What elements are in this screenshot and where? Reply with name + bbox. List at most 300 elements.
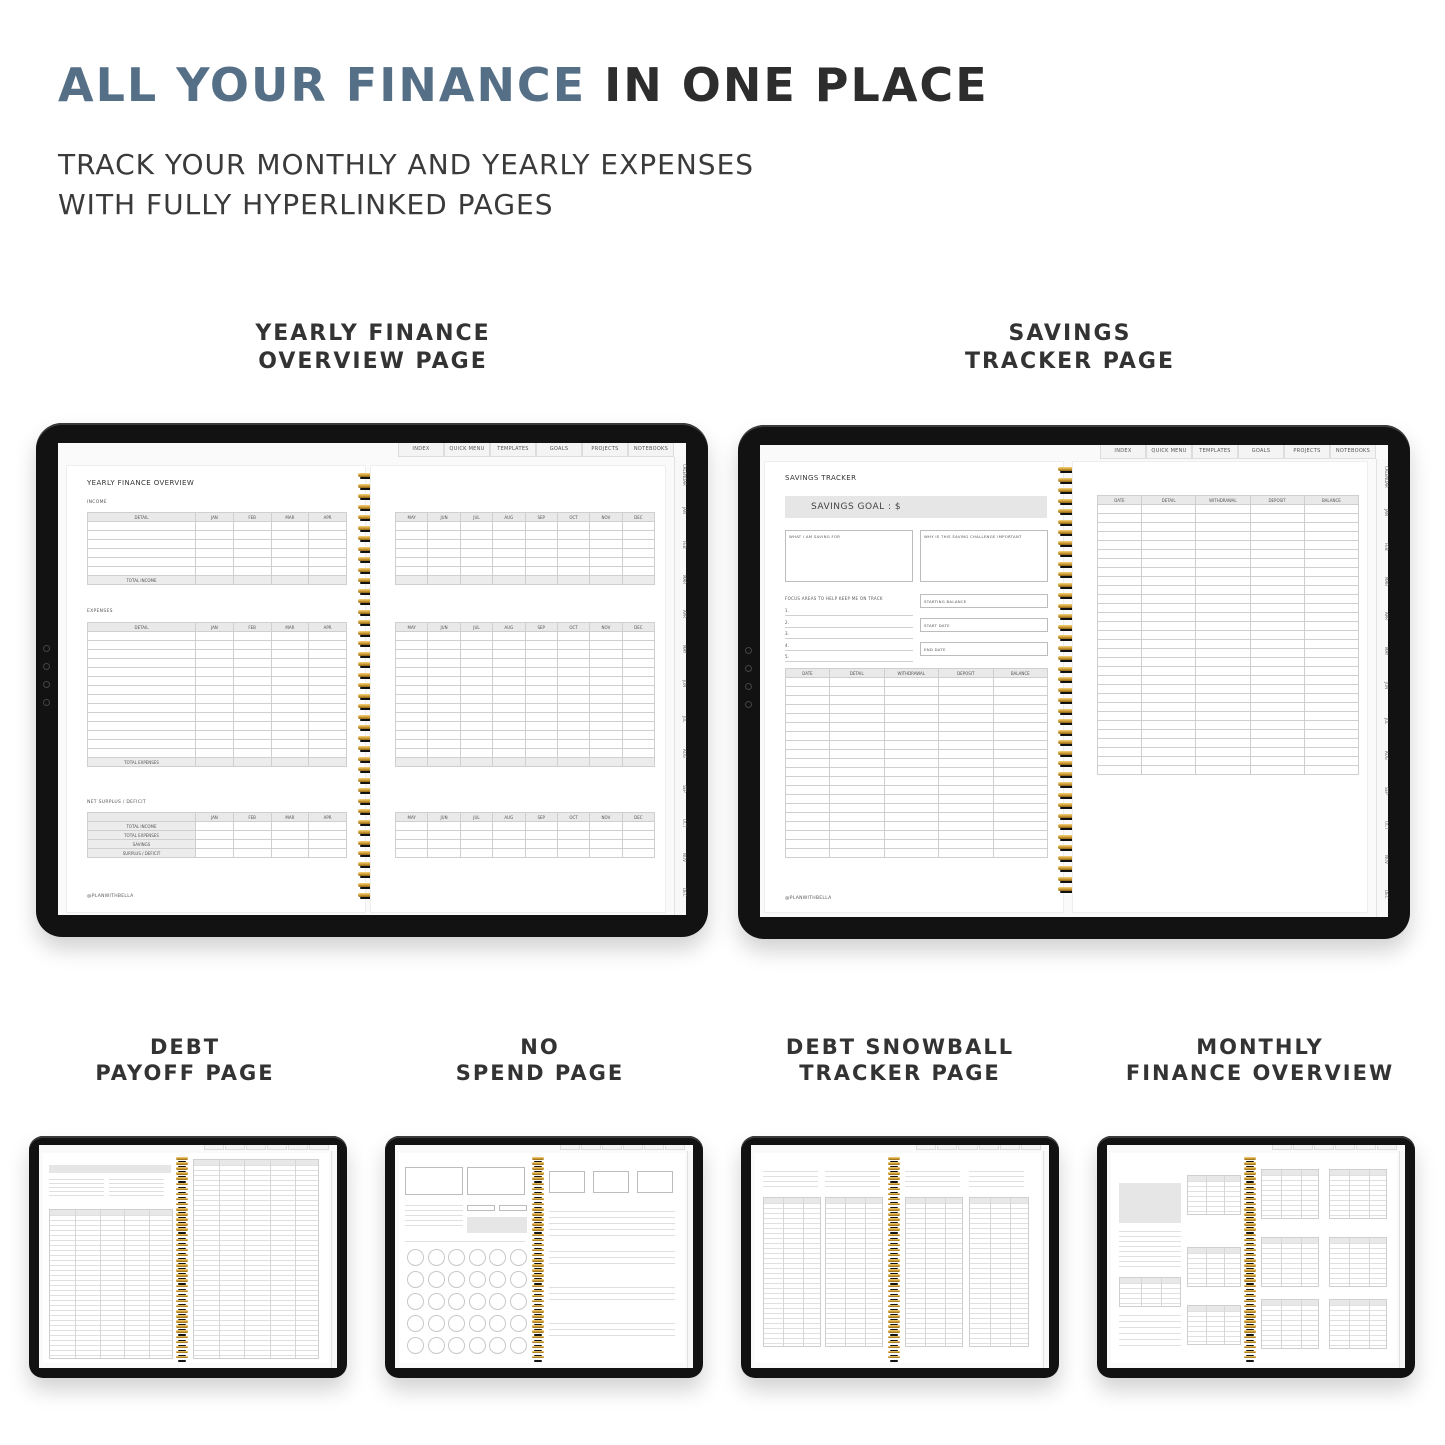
table-cell[interactable]	[309, 822, 347, 831]
table-cell[interactable]	[525, 722, 557, 731]
table-cell[interactable]	[88, 740, 196, 749]
table-cell[interactable]	[271, 522, 309, 531]
table-cell[interactable]	[271, 531, 309, 540]
table-cell[interactable]	[396, 659, 428, 668]
challenge-day-circle[interactable]	[448, 1271, 465, 1288]
side-tab[interactable]: JUN	[1384, 682, 1389, 690]
table-cell[interactable]	[1142, 595, 1196, 604]
table-cell[interactable]	[309, 576, 347, 585]
table-cell[interactable]	[622, 522, 654, 531]
table-cell[interactable]	[1098, 685, 1142, 694]
table-cell[interactable]	[525, 641, 557, 650]
table-cell[interactable]	[939, 822, 994, 831]
table-cell[interactable]	[428, 567, 460, 576]
table-cell[interactable]	[309, 731, 347, 740]
table-cell[interactable]	[557, 531, 589, 540]
table-cell[interactable]	[1250, 595, 1304, 604]
table-cell[interactable]	[1142, 640, 1196, 649]
table-cell[interactable]	[493, 576, 525, 585]
table-cell[interactable]	[939, 687, 994, 696]
table-cell[interactable]	[1304, 559, 1358, 568]
table-cell[interactable]	[88, 549, 196, 558]
table-cell[interactable]	[309, 704, 347, 713]
side-tab[interactable]: SEP	[682, 784, 687, 793]
table-cell[interactable]	[428, 668, 460, 677]
mini-nav-tab[interactable]	[581, 1145, 601, 1150]
table-cell[interactable]	[786, 849, 830, 858]
table-cell[interactable]	[1098, 658, 1142, 667]
table-cell[interactable]	[1304, 595, 1358, 604]
table-cell[interactable]	[939, 786, 994, 795]
table-cell[interactable]	[88, 659, 196, 668]
table-cell[interactable]	[233, 713, 271, 722]
challenge-day-circle[interactable]	[428, 1271, 445, 1288]
table-cell[interactable]	[525, 713, 557, 722]
table-cell[interactable]	[939, 732, 994, 741]
table-cell[interactable]	[1098, 622, 1142, 631]
table-cell[interactable]	[1304, 748, 1358, 757]
table-cell[interactable]	[396, 849, 428, 858]
table-cell[interactable]	[396, 531, 428, 540]
table-cell[interactable]	[309, 740, 347, 749]
table-cell[interactable]	[396, 677, 428, 686]
table-cell[interactable]	[396, 713, 428, 722]
table-cell[interactable]	[622, 650, 654, 659]
table-cell[interactable]	[557, 677, 589, 686]
table-cell[interactable]	[1142, 550, 1196, 559]
table-cell[interactable]	[493, 831, 525, 840]
challenge-day-circle[interactable]	[469, 1293, 486, 1310]
table-cell[interactable]	[622, 713, 654, 722]
table-cell[interactable]	[557, 576, 589, 585]
table-cell[interactable]	[1098, 703, 1142, 712]
table-cell[interactable]	[1142, 667, 1196, 676]
table-cell[interactable]	[1250, 613, 1304, 622]
table-cell[interactable]	[1142, 631, 1196, 640]
table-cell[interactable]	[493, 840, 525, 849]
side-tab[interactable]: MAR	[682, 575, 687, 585]
table-cell[interactable]	[1250, 721, 1304, 730]
table-cell[interactable]	[271, 840, 309, 849]
table-cell[interactable]	[1098, 748, 1142, 757]
table-cell[interactable]	[1304, 658, 1358, 667]
table-cell[interactable]	[233, 695, 271, 704]
table-cell[interactable]	[88, 668, 196, 677]
table-cell[interactable]	[493, 686, 525, 695]
table-cell[interactable]	[786, 840, 830, 849]
table-cell[interactable]	[460, 758, 492, 767]
table-cell[interactable]	[830, 768, 885, 777]
table-cell[interactable]	[1304, 712, 1358, 721]
mini-nav-tab[interactable]	[560, 1145, 580, 1150]
mini-nav-tab[interactable]	[1293, 1145, 1313, 1150]
table-cell[interactable]	[786, 786, 830, 795]
table-cell[interactable]	[428, 641, 460, 650]
table-cell[interactable]	[493, 749, 525, 758]
table-cell[interactable]	[1196, 748, 1250, 757]
table-cell[interactable]	[1196, 676, 1250, 685]
table-cell[interactable]	[396, 731, 428, 740]
table-cell[interactable]	[590, 822, 622, 831]
table-cell[interactable]	[428, 576, 460, 585]
table-cell[interactable]	[428, 650, 460, 659]
table-cell[interactable]	[88, 632, 196, 641]
table-cell[interactable]	[590, 740, 622, 749]
table-cell[interactable]	[622, 677, 654, 686]
table-cell[interactable]	[830, 777, 885, 786]
table-cell[interactable]	[939, 759, 994, 768]
challenge-day-circle[interactable]	[407, 1293, 424, 1310]
table-cell[interactable]	[1142, 577, 1196, 586]
table-cell[interactable]	[525, 632, 557, 641]
side-tab[interactable]: MAY	[682, 645, 687, 654]
table-cell[interactable]	[233, 531, 271, 540]
side-tab[interactable]: DEC	[682, 888, 687, 897]
table-cell[interactable]	[884, 795, 939, 804]
table-cell[interactable]	[460, 740, 492, 749]
table-cell[interactable]	[1250, 649, 1304, 658]
table-cell[interactable]	[493, 849, 525, 858]
table-cell[interactable]	[196, 704, 234, 713]
table-cell[interactable]	[1098, 739, 1142, 748]
table-cell[interactable]	[557, 695, 589, 704]
table-cell[interactable]	[590, 540, 622, 549]
table-cell[interactable]	[88, 722, 196, 731]
table-cell[interactable]	[622, 840, 654, 849]
table-cell[interactable]	[884, 741, 939, 750]
table-cell[interactable]	[525, 549, 557, 558]
table-cell[interactable]	[557, 822, 589, 831]
table-cell[interactable]	[830, 750, 885, 759]
table-cell[interactable]	[428, 849, 460, 858]
table-cell[interactable]	[557, 668, 589, 677]
side-tab[interactable]: CALENDAR	[1384, 466, 1389, 489]
mini-nav-tab[interactable]	[1377, 1145, 1397, 1150]
table-cell[interactable]	[396, 758, 428, 767]
mini-nav-tab[interactable]	[1272, 1145, 1292, 1150]
table-cell[interactable]	[460, 831, 492, 840]
table-cell[interactable]	[1098, 604, 1142, 613]
table-cell[interactable]	[939, 705, 994, 714]
table-cell[interactable]	[1142, 541, 1196, 550]
side-tab[interactable]: OCT	[1384, 820, 1389, 830]
table-cell[interactable]	[590, 641, 622, 650]
table-cell[interactable]	[493, 668, 525, 677]
table-cell[interactable]	[88, 749, 196, 758]
table-cell[interactable]	[1250, 730, 1304, 739]
table-cell[interactable]	[428, 840, 460, 849]
side-tab[interactable]: AUG	[1384, 751, 1389, 760]
side-tab[interactable]: APR	[1384, 612, 1389, 621]
table-cell[interactable]	[1196, 541, 1250, 550]
table-cell[interactable]	[309, 659, 347, 668]
table-cell[interactable]	[233, 686, 271, 695]
nav-tab[interactable]: INDEX	[1100, 445, 1146, 459]
table-cell[interactable]	[196, 540, 234, 549]
table-cell[interactable]	[786, 687, 830, 696]
table-cell[interactable]	[590, 567, 622, 576]
table-cell[interactable]	[1196, 532, 1250, 541]
mini-nav-tab[interactable]	[1021, 1145, 1041, 1150]
table-cell[interactable]	[993, 777, 1048, 786]
table-cell[interactable]	[939, 813, 994, 822]
table-cell[interactable]	[1196, 586, 1250, 595]
table-cell[interactable]	[493, 740, 525, 749]
table-cell[interactable]	[884, 696, 939, 705]
challenge-day-circle[interactable]	[489, 1337, 506, 1354]
table-cell[interactable]	[939, 768, 994, 777]
table-cell[interactable]	[993, 723, 1048, 732]
table-cell[interactable]	[557, 731, 589, 740]
table-cell[interactable]	[1142, 505, 1196, 514]
table-cell[interactable]	[233, 731, 271, 740]
table-cell[interactable]	[460, 531, 492, 540]
mini-nav-tab[interactable]	[958, 1145, 978, 1150]
table-cell[interactable]	[525, 522, 557, 531]
table-cell[interactable]	[993, 732, 1048, 741]
table-cell[interactable]	[525, 659, 557, 668]
table-cell[interactable]	[1098, 712, 1142, 721]
table-cell[interactable]	[884, 849, 939, 858]
table-cell[interactable]	[233, 522, 271, 531]
table-cell[interactable]	[557, 549, 589, 558]
table-cell[interactable]	[88, 677, 196, 686]
table-cell[interactable]	[884, 813, 939, 822]
table-cell[interactable]	[939, 795, 994, 804]
table-cell[interactable]	[271, 549, 309, 558]
table-cell[interactable]	[590, 695, 622, 704]
mini-nav-tab[interactable]	[288, 1145, 308, 1150]
table-cell[interactable]	[88, 695, 196, 704]
table-cell[interactable]	[622, 549, 654, 558]
table-cell[interactable]	[460, 549, 492, 558]
table-cell[interactable]	[271, 576, 309, 585]
table-cell[interactable]	[1098, 721, 1142, 730]
mini-nav-tab[interactable]	[665, 1145, 685, 1150]
table-cell[interactable]	[1142, 739, 1196, 748]
table-cell[interactable]	[233, 668, 271, 677]
table-cell[interactable]	[1304, 514, 1358, 523]
table-cell[interactable]	[460, 632, 492, 641]
table-cell[interactable]	[1250, 685, 1304, 694]
table-cell[interactable]	[884, 786, 939, 795]
table-cell[interactable]	[1304, 631, 1358, 640]
table-cell[interactable]	[622, 558, 654, 567]
mini-nav-tab[interactable]	[1314, 1145, 1334, 1150]
challenge-day-circle[interactable]	[448, 1293, 465, 1310]
table-cell[interactable]	[460, 659, 492, 668]
table-cell[interactable]	[1196, 694, 1250, 703]
table-cell[interactable]	[396, 540, 428, 549]
nav-tab[interactable]: TEMPLATES	[1192, 445, 1238, 459]
table-cell[interactable]	[1098, 595, 1142, 604]
table-cell[interactable]	[557, 713, 589, 722]
nav-tab[interactable]: QUICK MENU	[1146, 445, 1192, 459]
table-cell[interactable]	[1304, 730, 1358, 739]
table-cell[interactable]	[786, 723, 830, 732]
table-cell[interactable]	[939, 777, 994, 786]
table-cell[interactable]	[1142, 586, 1196, 595]
table-cell[interactable]	[1098, 541, 1142, 550]
table-cell[interactable]	[786, 714, 830, 723]
table-cell[interactable]	[196, 632, 234, 641]
table-cell[interactable]	[1250, 523, 1304, 532]
table-cell[interactable]	[1196, 739, 1250, 748]
table-cell[interactable]	[493, 722, 525, 731]
table-cell[interactable]	[460, 704, 492, 713]
table-cell[interactable]	[1196, 640, 1250, 649]
table-cell[interactable]	[1196, 631, 1250, 640]
table-cell[interactable]	[88, 641, 196, 650]
table-cell[interactable]	[557, 650, 589, 659]
table-cell[interactable]	[271, 650, 309, 659]
table-cell[interactable]	[884, 822, 939, 831]
table-cell[interactable]	[233, 540, 271, 549]
table-cell[interactable]	[1304, 532, 1358, 541]
table-cell[interactable]: TOTAL EXPENSES	[88, 758, 196, 767]
table-cell[interactable]	[309, 567, 347, 576]
table-cell[interactable]	[993, 813, 1048, 822]
table-cell[interactable]	[1196, 505, 1250, 514]
table-cell[interactable]	[590, 722, 622, 731]
table-cell[interactable]	[1142, 532, 1196, 541]
table-cell[interactable]	[1250, 757, 1304, 766]
end-date-box[interactable]	[920, 642, 1048, 656]
table-cell[interactable]	[525, 576, 557, 585]
table-cell[interactable]: SURPLUS / DEFICIT	[88, 849, 196, 858]
table-cell[interactable]: TOTAL INCOME	[88, 576, 196, 585]
table-cell[interactable]	[233, 749, 271, 758]
mini-nav-tab[interactable]	[937, 1145, 957, 1150]
challenge-day-circle[interactable]	[510, 1293, 527, 1310]
table-cell[interactable]	[939, 840, 994, 849]
table-cell[interactable]	[460, 749, 492, 758]
table-cell[interactable]	[493, 695, 525, 704]
table-cell[interactable]	[233, 831, 271, 840]
table-cell[interactable]	[396, 831, 428, 840]
table-cell[interactable]	[525, 531, 557, 540]
table-cell[interactable]	[590, 668, 622, 677]
table-cell[interactable]	[830, 849, 885, 858]
table-cell[interactable]	[557, 849, 589, 858]
table-cell[interactable]	[196, 531, 234, 540]
table-cell[interactable]	[622, 540, 654, 549]
table-cell[interactable]	[1098, 586, 1142, 595]
table-cell[interactable]	[1098, 649, 1142, 658]
table-cell[interactable]	[1098, 640, 1142, 649]
side-tab[interactable]: NOV	[1384, 855, 1389, 865]
table-cell[interactable]	[884, 723, 939, 732]
table-cell[interactable]	[271, 695, 309, 704]
mini-nav-tab[interactable]	[225, 1145, 245, 1150]
table-cell[interactable]	[622, 686, 654, 695]
table-cell[interactable]	[622, 749, 654, 758]
table-cell[interactable]	[1304, 613, 1358, 622]
table-cell[interactable]	[233, 849, 271, 858]
table-cell[interactable]	[1098, 550, 1142, 559]
table-cell[interactable]	[884, 687, 939, 696]
table-cell[interactable]	[786, 741, 830, 750]
table-cell[interactable]	[1196, 595, 1250, 604]
table-cell[interactable]	[590, 731, 622, 740]
table-cell[interactable]	[939, 849, 994, 858]
table-cell[interactable]	[590, 558, 622, 567]
table-cell[interactable]	[557, 722, 589, 731]
table-cell[interactable]	[428, 632, 460, 641]
mini-nav-tab[interactable]	[1356, 1145, 1376, 1150]
table-cell[interactable]	[830, 813, 885, 822]
nav-tab[interactable]: GOALS	[536, 443, 582, 457]
table-cell[interactable]	[622, 659, 654, 668]
table-cell[interactable]	[428, 677, 460, 686]
table-cell[interactable]	[196, 567, 234, 576]
table-cell[interactable]	[993, 687, 1048, 696]
table-cell[interactable]	[271, 731, 309, 740]
table-cell[interactable]	[309, 831, 347, 840]
table-cell[interactable]	[493, 540, 525, 549]
table-cell[interactable]	[309, 540, 347, 549]
table-cell[interactable]	[525, 567, 557, 576]
table-cell[interactable]	[1250, 694, 1304, 703]
table-cell[interactable]	[525, 704, 557, 713]
table-cell[interactable]	[884, 732, 939, 741]
table-cell[interactable]	[525, 822, 557, 831]
table-cell[interactable]	[1142, 748, 1196, 757]
challenge-day-circle[interactable]	[489, 1293, 506, 1310]
table-cell[interactable]	[428, 831, 460, 840]
table-cell[interactable]	[993, 768, 1048, 777]
table-cell[interactable]	[525, 749, 557, 758]
table-cell[interactable]	[1250, 586, 1304, 595]
table-cell[interactable]	[1098, 667, 1142, 676]
table-cell[interactable]	[88, 686, 196, 695]
table-cell[interactable]	[271, 558, 309, 567]
side-tab[interactable]: NOV	[682, 853, 687, 863]
side-tab[interactable]: AUG	[682, 749, 687, 758]
side-tab[interactable]: MAR	[1384, 577, 1389, 587]
table-cell[interactable]	[590, 659, 622, 668]
table-cell[interactable]	[993, 741, 1048, 750]
nav-tab[interactable]: PROJECTS	[582, 443, 628, 457]
table-cell[interactable]	[830, 714, 885, 723]
table-cell[interactable]	[1142, 568, 1196, 577]
table-cell[interactable]	[939, 750, 994, 759]
table-cell[interactable]	[428, 731, 460, 740]
table-cell[interactable]	[1142, 712, 1196, 721]
table-cell[interactable]	[460, 650, 492, 659]
side-tab[interactable]: MAY	[1384, 647, 1389, 656]
table-cell[interactable]	[460, 822, 492, 831]
table-cell[interactable]	[786, 750, 830, 759]
table-cell[interactable]	[993, 795, 1048, 804]
table-cell[interactable]	[1250, 568, 1304, 577]
table-cell[interactable]	[309, 558, 347, 567]
challenge-day-circle[interactable]	[469, 1315, 486, 1332]
table-cell[interactable]	[557, 641, 589, 650]
table-cell[interactable]	[1142, 559, 1196, 568]
table-cell[interactable]	[493, 677, 525, 686]
table-cell[interactable]	[1142, 604, 1196, 613]
table-cell[interactable]	[1142, 757, 1196, 766]
table-cell[interactable]	[786, 732, 830, 741]
table-cell[interactable]	[1142, 514, 1196, 523]
table-cell[interactable]	[622, 822, 654, 831]
table-cell[interactable]	[460, 677, 492, 686]
table-cell[interactable]	[1098, 568, 1142, 577]
nav-tab[interactable]: QUICK MENU	[444, 443, 490, 457]
table-cell[interactable]	[622, 641, 654, 650]
table-cell[interactable]	[271, 641, 309, 650]
